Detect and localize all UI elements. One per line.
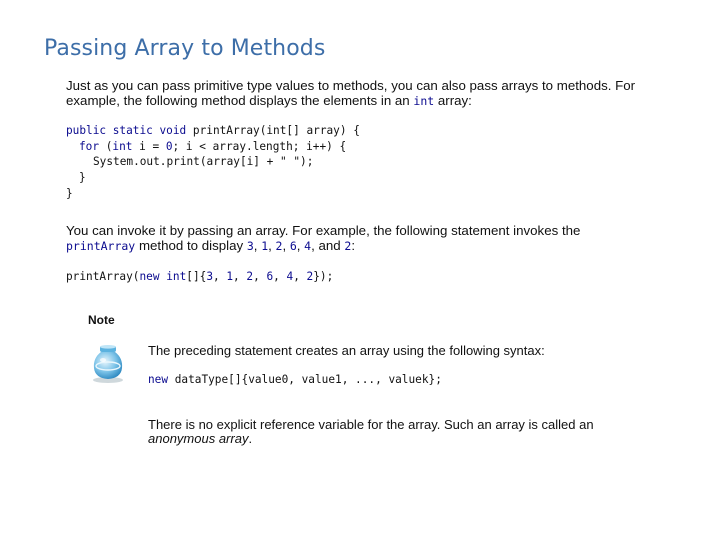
code-keywords-1: public static void xyxy=(66,124,187,137)
note-title: Note xyxy=(88,313,115,327)
code2-comma: , xyxy=(293,270,307,283)
code2-new: new xyxy=(139,270,160,283)
code-line-3: System.out.print(array[i] + " "); xyxy=(93,155,314,169)
invoke-num: 4 xyxy=(304,239,312,253)
invoke-num: 2 xyxy=(344,239,352,253)
note-syntax-code xyxy=(148,373,442,386)
intro-line-2b: array: xyxy=(434,93,472,108)
invoke-sep: , xyxy=(282,238,290,253)
invoke-sep: , xyxy=(268,238,276,253)
invoke-num: 6 xyxy=(289,239,297,253)
note-paragraph-2 xyxy=(148,418,594,446)
invoke-code-line xyxy=(66,269,333,285)
code2-num: 4 xyxy=(286,270,294,283)
code2-call: printArray( xyxy=(66,270,140,283)
invoke-end: : xyxy=(351,238,356,253)
invoke-num: 2 xyxy=(275,239,283,253)
code2-num: 6 xyxy=(266,270,274,283)
syntax-new: new xyxy=(148,373,169,386)
slide-title: Passing Array to Methods xyxy=(44,36,326,61)
code-line-2 xyxy=(66,139,360,155)
invoke-line-2 xyxy=(66,238,580,254)
invoke-sep: , xyxy=(253,238,262,253)
code2-int: int xyxy=(166,270,187,283)
syntax-rest: dataType[]{value0, value1, ..., valuek}; xyxy=(168,373,442,386)
code-init: i = xyxy=(132,139,166,153)
code2-comma: , xyxy=(273,270,287,283)
invoke-method-name: printArray xyxy=(66,239,136,253)
anonymous-array-term: anonymous array xyxy=(148,431,249,446)
note-p2-end: . xyxy=(248,431,253,446)
code-line-5: } xyxy=(66,186,73,200)
code2-num: 1 xyxy=(226,270,234,283)
code2-num: 2 xyxy=(246,270,254,283)
intro-line-2 xyxy=(66,93,635,109)
code2-comma: , xyxy=(253,270,267,283)
intro-line-2a: example, the following method displays the elements in an xyxy=(66,93,414,108)
invoke-num: 3 xyxy=(246,239,254,253)
code-paren: ( xyxy=(99,139,113,153)
code2-comma: , xyxy=(233,270,247,283)
invoke-paragraph xyxy=(66,223,580,254)
code-sig: printArray(int[] array) { xyxy=(186,124,360,137)
code-line-4: } xyxy=(79,171,86,185)
method-code-block xyxy=(66,123,360,202)
note-paragraph-1: The preceding statement creates an array using the following syntax: xyxy=(148,343,545,358)
note-p2-line1: There is no explicit reference variable for the array. Such an array is called an xyxy=(148,417,594,432)
code-int: int xyxy=(112,139,133,153)
invoke-and: , and xyxy=(311,238,345,253)
invoke-num: 1 xyxy=(261,239,269,253)
intro-int-keyword: int xyxy=(413,94,435,108)
code-for: for xyxy=(79,139,100,153)
note-p2-line2 xyxy=(148,432,594,446)
code2-num: 3 xyxy=(206,270,213,283)
code2-comma: , xyxy=(213,270,227,283)
invoke-sep: , xyxy=(296,238,305,253)
code-line-1 xyxy=(66,123,360,139)
code2-num: 2 xyxy=(306,270,314,283)
code2-brace: []{ xyxy=(186,270,207,283)
note-jar-icon xyxy=(88,344,128,384)
invoke-line-1: You can invoke it by passing an array. For example, the following statement invokes the xyxy=(66,223,581,238)
intro-paragraph xyxy=(66,78,635,109)
intro-line-1: Just as you can pass primitive type values to methods, you can also pass arrays to methods. For xyxy=(66,78,636,93)
code-cond: ; i < array.length; i++) { xyxy=(172,139,347,153)
code2-end: }); xyxy=(313,270,334,283)
code-zero: 0 xyxy=(165,139,173,153)
invoke-mid: method to display xyxy=(135,238,247,253)
